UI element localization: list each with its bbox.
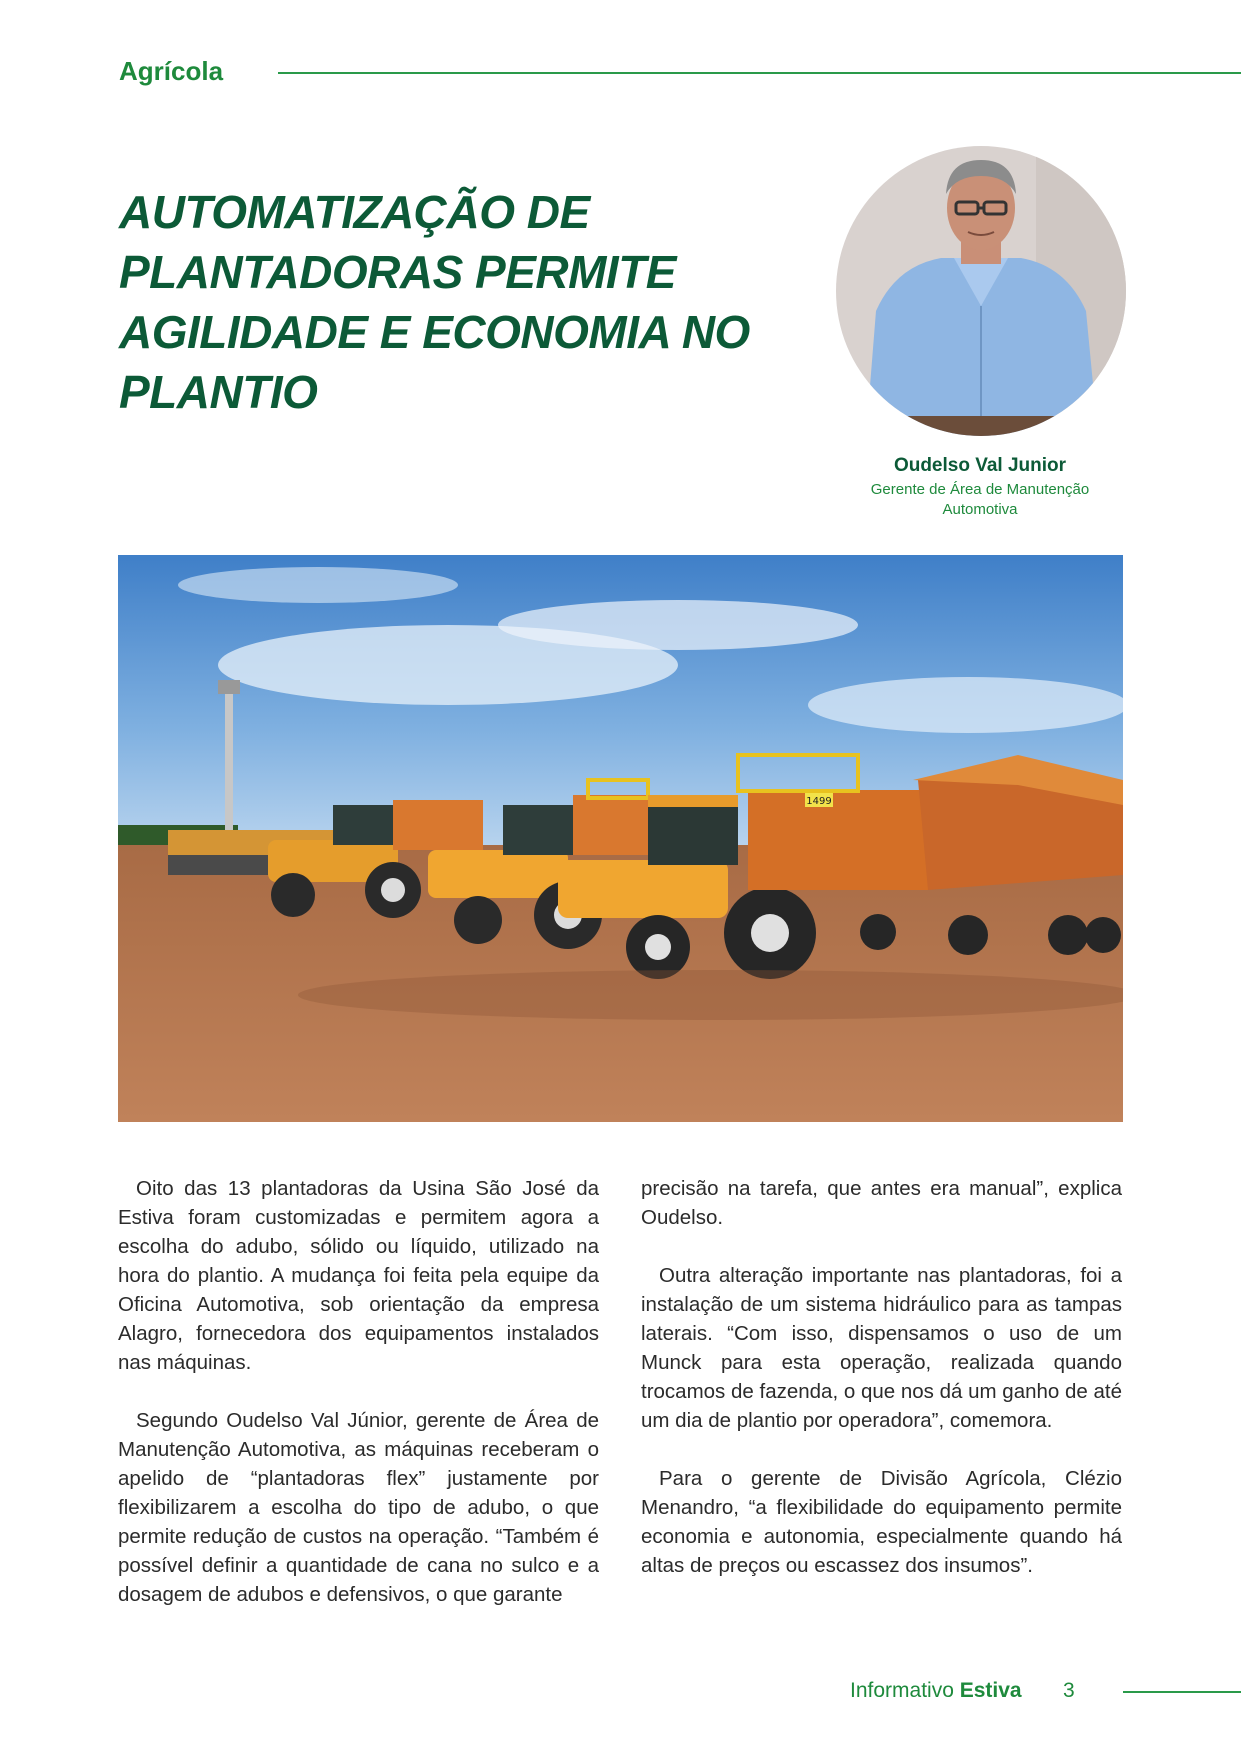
footer-rule xyxy=(1123,1691,1241,1693)
caption-role: Gerente de Área de Manutenção Automotiva xyxy=(870,481,1090,518)
caption-name: Oudelso Val Junior xyxy=(893,455,1067,476)
header-rule xyxy=(278,72,1241,74)
paragraph-2-continued: precisão na tarefa, que antes era manual”, explica Oudelso. xyxy=(641,1177,1122,1229)
tractors-photo xyxy=(118,555,1123,1122)
headline-line-4: PLANTIO xyxy=(119,366,318,418)
paragraph-1: Oito das 13 plantadoras da Usina São José da Estiva foram customizadas e permitem agora a escolha do adubo, sólido ou líquido, utilizado na hora do plantio. A mudança foi feita pela equipe da Oficina Automotiva, sob orientação da empresa Alagro, fornecedora dos equipamentos instalados nas máquinas. xyxy=(118,1177,599,1374)
article-headline xyxy=(119,182,769,422)
headline-line-2: PLANTADORAS PERMITE xyxy=(119,246,676,298)
article-column-left xyxy=(118,1174,599,1638)
headline-line-1: AUTOMATIZAÇÃO DE xyxy=(119,186,590,238)
planter-number-label: 1499 xyxy=(806,796,832,807)
page-number: 3 xyxy=(1063,1679,1075,1702)
headline-line-3: AGILIDADE E ECONOMIA NO xyxy=(119,306,750,358)
portrait-photo xyxy=(836,146,1126,436)
paragraph-3: Outra alteração importante nas plantadoras, foi a instalação de um sistema hidráulico para as tampas laterais. “Com isso, dispensamos o uso de um Munck para esta operação, realizada quando trocamos de fazenda, o que nos dá um ganho de até um dia de plantio por operadora”, comemora. xyxy=(641,1264,1122,1432)
footer-publication xyxy=(850,1679,1022,1703)
section-label: Agrícola xyxy=(119,56,224,86)
paragraph-4: Para o gerente de Divisão Agrícola, Clézio Menandro, “a flexibilidade do equipamento permite economia e autonomia, especialmente quando há altas de preços ou escassez dos insumos”. xyxy=(641,1467,1122,1577)
footer-publication-name: Informativo xyxy=(850,1679,954,1702)
article-column-right xyxy=(641,1174,1122,1609)
footer-brand: Estiva xyxy=(959,1679,1022,1702)
paragraph-2: Segundo Oudelso Val Júnior, gerente de Área de Manutenção Automotiva, as máquinas receberam o apelido de “plantadoras flex” justamente por flexibilizarem a escolha do tipo de adubo, o que permite redução de custos na operação. “Também é possível definir a quantidade de cana no sulco e a dosagem de adubos e defensivos, o que garante xyxy=(118,1409,599,1606)
